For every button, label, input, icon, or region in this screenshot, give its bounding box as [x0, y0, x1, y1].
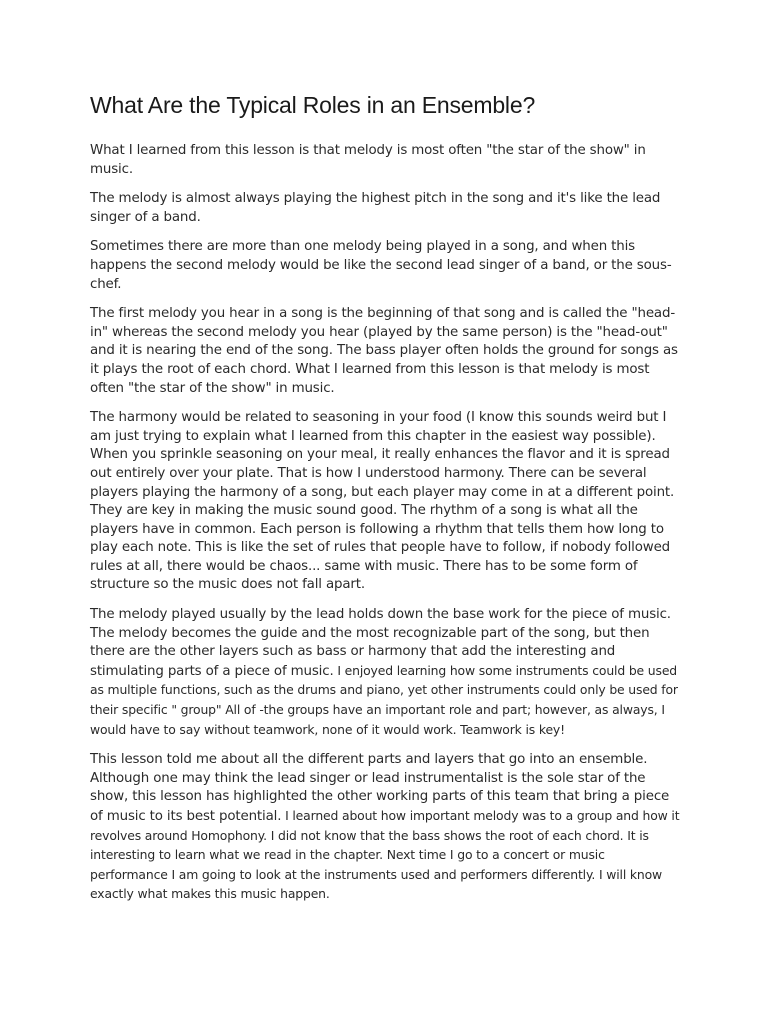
paragraph-7-main: This lesson told me about all the different parts and layers that go into an ensemble. Although one may think the lead singer or lead instrumentalist is the sole star of the show, this lesson has highlighted the other working parts of this team that bring a piece of music to its best potential. — [90, 752, 670, 824]
paragraph-5: The harmony would be related to seasoning in your food (I know this sounds weird but I am just trying to explain what I learned from this chapter in the easiest way possible). When you sprinkle seasoning on your meal, it really enhances the flavor and it is spread out entirely over your plate. That is how I understood harmony. There can be several players playing the harmony of a song, but each player may come in at a different point. They are key in making the music sound good. The rhythm of a song is what all the players have in common. Each person is following a rhythm that tells them how long to play each note. This is like the set of rules that people have to follow, if nobody followed rules at all, there would be chaos... same with music. There has to be some form of structure so the music does not fall apart. — [90, 410, 675, 593]
paragraph-4: The first melody you hear in a song is the beginning of that song and is called the "head-in" whereas the second melody you hear (played by the same person) is the "head-out" and it is nearing the end of the song. The bass player often holds the ground for songs as it plays the root of each chord. What I learned from this lesson is that melody is most often "the star of the show" in music. — [90, 306, 678, 396]
paragraph-7-small: I learned about how important melody was to a group and how it revolves around Homophony. I did not know that the bass shows the root of each chord. It is interesting to learn what we read in the chapter. Next time I go to a concert or music performance I am going to look at the instruments used and performers differently. I will know exactly what makes this music happen. — [90, 808, 680, 902]
document-body — [90, 142, 680, 916]
paragraph-3: Sometimes there are more than one melody being played in a song, and when this happens the second melody would be like the second lead singer of a band, or the sous-chef. — [90, 239, 672, 292]
paragraph-1: What I learned from this lesson is that melody is most often "the star of the show" in music. — [90, 143, 646, 177]
page-title: What Are the Typical Roles in an Ensemble? — [90, 92, 536, 118]
paragraph-6-small: I enjoyed learning how some instruments could be used as multiple functions, such as the drums and piano, yet other instruments could only be used for their specific " group" All of -the groups have an important role and part; however, as always, I would have to say without teamwork, none of it would work. Teamwork is key! — [90, 662, 678, 737]
paragraph-2: The melody is almost always playing the highest pitch in the song and it's like the lead singer of a band. — [90, 191, 661, 225]
paragraph-7 — [90, 751, 680, 905]
paragraph-6-main: The melody played usually by the lead holds down the base work for the piece of music. The melody becomes the guide and the most recognizable part of the song, but then there are the other layers such as bass or harmony that add the interesting and stimulating parts of a piece of music. — [90, 607, 671, 679]
paragraph-6 — [90, 606, 680, 740]
